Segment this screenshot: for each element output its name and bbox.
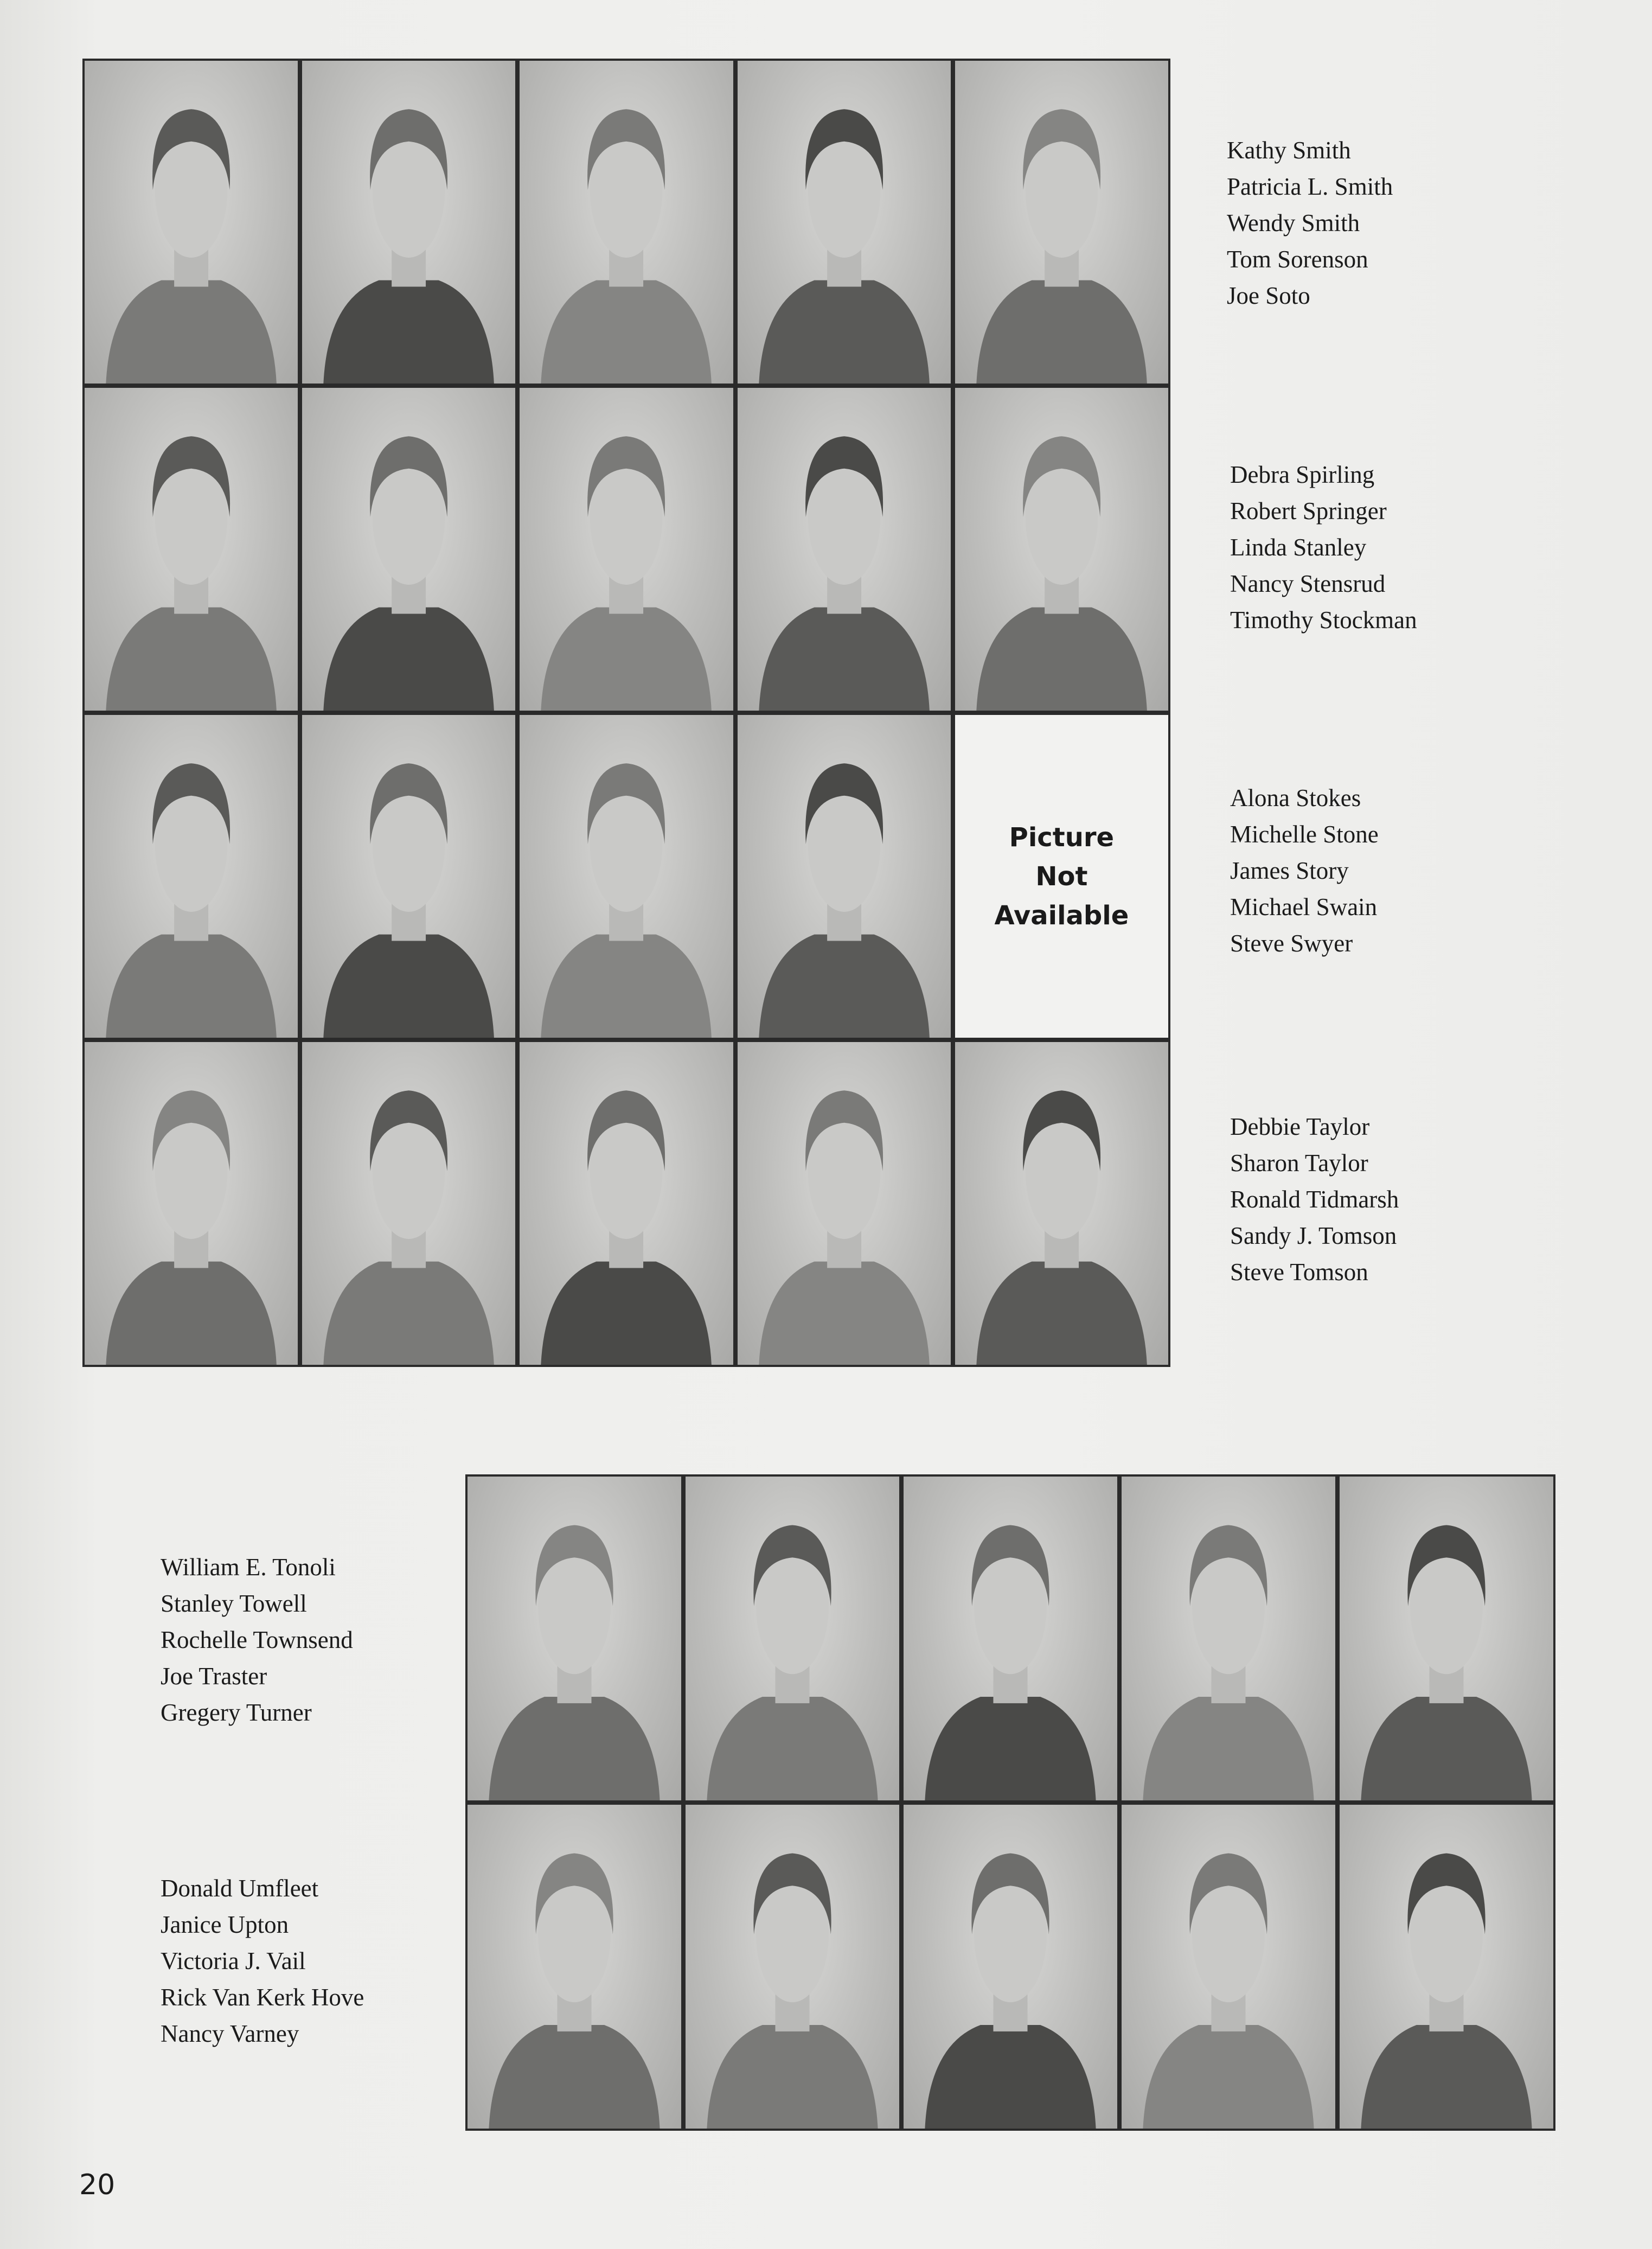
portrait-silhouette <box>904 1477 1117 1800</box>
student-name: Sharon Taylor <box>1230 1149 1368 1177</box>
student-photo <box>520 61 733 384</box>
student-photo <box>85 1042 298 1365</box>
student-name: William E. Tonoli <box>161 1554 336 1581</box>
portrait-silhouette <box>302 1042 515 1365</box>
student-name: Robert Springer <box>1230 497 1387 525</box>
student-name: Steve Swyer <box>1230 930 1353 957</box>
student-photo <box>302 715 515 1038</box>
student-photo <box>955 388 1168 711</box>
student-photo <box>1340 1805 1553 2129</box>
student-photo <box>468 1805 681 2129</box>
student-name: Patricia L. Smith <box>1227 173 1393 200</box>
student-name: Debbie Taylor <box>1230 1113 1370 1140</box>
name-list-row-1 <box>1227 132 1393 314</box>
student-name: Janice Upton <box>161 1911 289 1938</box>
student-photo <box>302 1042 515 1365</box>
student-photo <box>1122 1805 1335 2129</box>
portrait-silhouette <box>520 715 733 1038</box>
page-number: 20 <box>79 2169 116 2201</box>
student-photo <box>302 61 515 384</box>
student-name: Joe Soto <box>1227 282 1310 309</box>
portrait-silhouette <box>738 388 951 711</box>
portrait-silhouette <box>85 715 298 1038</box>
student-name: Gregery Turner <box>161 1699 312 1726</box>
student-name: Victoria J. Vail <box>161 1947 306 1975</box>
portrait-silhouette <box>468 1805 681 2129</box>
student-photo <box>738 715 951 1038</box>
portrait-silhouette <box>520 1042 733 1365</box>
student-photo <box>686 1805 899 2129</box>
top-photo-grid <box>82 59 1170 1367</box>
picture-not-available-placeholder <box>955 715 1168 1038</box>
student-photo <box>1122 1477 1335 1800</box>
student-photo <box>686 1477 899 1800</box>
student-name: Timothy Stockman <box>1230 606 1417 634</box>
portrait-silhouette <box>1340 1477 1553 1800</box>
student-photo <box>520 715 733 1038</box>
student-photo <box>520 388 733 711</box>
portrait-silhouette <box>738 1042 951 1365</box>
student-name: Debra Spirling <box>1230 461 1375 488</box>
portrait-silhouette <box>302 388 515 711</box>
portrait-silhouette <box>904 1805 1117 2129</box>
student-name: Nancy Stensrud <box>1230 570 1386 597</box>
student-name: Alona Stokes <box>1230 784 1361 812</box>
name-list-row-3 <box>1230 780 1379 962</box>
portrait-silhouette <box>1340 1805 1553 2129</box>
student-photo <box>1340 1477 1553 1800</box>
student-photo <box>738 388 951 711</box>
student-name: Nancy Varney <box>161 2020 299 2047</box>
portrait-silhouette <box>520 61 733 384</box>
student-photo <box>302 388 515 711</box>
name-list-row-6 <box>161 1870 364 2052</box>
student-name: Ronald Tidmarsh <box>1230 1186 1399 1213</box>
student-name: Donald Umfleet <box>161 1875 319 1902</box>
student-photo <box>955 1042 1168 1365</box>
student-photo <box>520 1042 733 1365</box>
name-list-row-4 <box>1230 1109 1399 1290</box>
student-name: Linda Stanley <box>1230 534 1367 561</box>
portrait-silhouette <box>85 388 298 711</box>
portrait-silhouette <box>468 1477 681 1800</box>
portrait-silhouette <box>686 1805 899 2129</box>
name-list-row-5 <box>161 1549 353 1731</box>
student-photo <box>904 1477 1117 1800</box>
student-photo <box>85 715 298 1038</box>
picture-not-available-text: Picture Not Available <box>994 822 1129 931</box>
student-name: Tom Sorenson <box>1227 246 1368 273</box>
portrait-silhouette <box>85 1042 298 1365</box>
portrait-silhouette <box>955 61 1168 384</box>
student-photo <box>85 61 298 384</box>
bottom-photo-grid <box>465 1474 1555 2131</box>
portrait-silhouette <box>955 1042 1168 1365</box>
portrait-silhouette <box>738 61 951 384</box>
student-name: Stanley Towell <box>161 1590 307 1617</box>
portrait-silhouette <box>1122 1477 1335 1800</box>
portrait-silhouette <box>955 388 1168 711</box>
student-photo <box>738 1042 951 1365</box>
portrait-silhouette <box>686 1477 899 1800</box>
student-photo <box>904 1805 1117 2129</box>
student-name: Kathy Smith <box>1227 137 1351 164</box>
student-name: Sandy J. Tomson <box>1230 1222 1397 1249</box>
student-name: Rochelle Townsend <box>161 1626 353 1653</box>
student-name: Wendy Smith <box>1227 209 1360 237</box>
student-name: Steve Tomson <box>1230 1258 1368 1286</box>
name-list-row-2 <box>1230 457 1417 638</box>
student-photo <box>738 61 951 384</box>
student-name: Joe Traster <box>161 1663 267 1690</box>
student-name: Michelle Stone <box>1230 821 1379 848</box>
portrait-silhouette <box>520 388 733 711</box>
student-photo <box>468 1477 681 1800</box>
portrait-silhouette <box>85 61 298 384</box>
portrait-silhouette <box>738 715 951 1038</box>
student-name: Michael Swain <box>1230 893 1378 921</box>
portrait-silhouette <box>302 715 515 1038</box>
portrait-silhouette <box>302 61 515 384</box>
student-photo <box>955 61 1168 384</box>
student-name: Rick Van Kerk Hove <box>161 1984 364 2011</box>
portrait-silhouette <box>1122 1805 1335 2129</box>
student-photo <box>85 388 298 711</box>
student-name: James Story <box>1230 857 1349 884</box>
